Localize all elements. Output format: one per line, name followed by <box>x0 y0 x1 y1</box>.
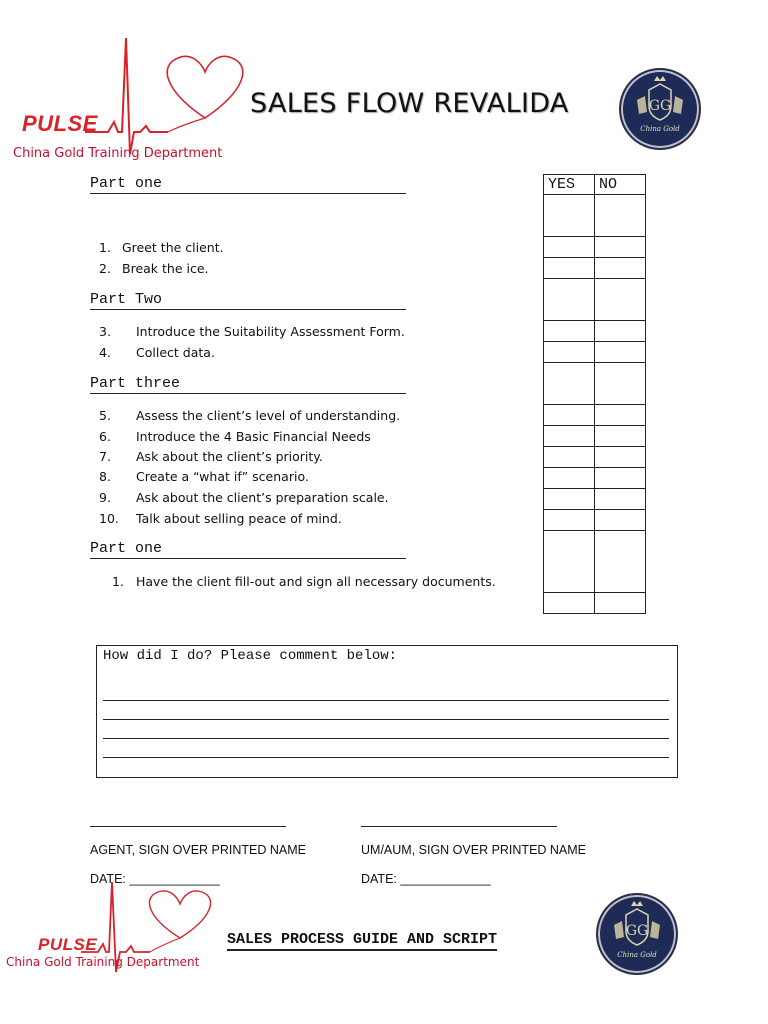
yes-cell[interactable] <box>544 321 595 342</box>
table-row <box>544 593 646 614</box>
no-cell[interactable] <box>595 321 646 342</box>
no-column-header: NO <box>595 175 646 195</box>
no-cell[interactable] <box>595 593 646 614</box>
agent-signature-line[interactable] <box>90 826 286 827</box>
um-signature-line[interactable] <box>361 826 557 827</box>
part-three-heading: Part three <box>90 375 406 394</box>
yes-cell[interactable] <box>544 531 595 593</box>
crest-icon <box>621 70 699 148</box>
comment-line[interactable] <box>103 757 669 758</box>
table-row <box>544 489 646 510</box>
part-two-heading: Part Two <box>90 291 406 310</box>
no-cell[interactable] <box>595 447 646 468</box>
yes-column-header: YES <box>544 175 595 195</box>
table-row <box>544 405 646 426</box>
china-gold-badge <box>596 893 678 975</box>
no-cell[interactable] <box>595 531 646 593</box>
comment-prompt: How did I do? Please comment below: <box>103 648 398 664</box>
no-cell[interactable] <box>595 237 646 258</box>
china-gold-badge <box>619 68 701 150</box>
yes-cell[interactable] <box>544 342 595 363</box>
table-row <box>544 321 646 342</box>
um-signature-label: UM/AUM, SIGN OVER PRINTED NAME <box>361 843 587 857</box>
no-cell[interactable] <box>595 426 646 447</box>
table-row <box>544 468 646 489</box>
yes-cell[interactable] <box>544 237 595 258</box>
table-header-row <box>544 175 646 195</box>
department-name: China Gold Training Department <box>6 955 200 969</box>
yes-cell[interactable] <box>544 258 595 279</box>
table-row <box>544 258 646 279</box>
yes-cell[interactable] <box>544 468 595 489</box>
agent-date-field[interactable]: DATE: _____________ <box>90 872 220 886</box>
agent-signature-label: AGENT, SIGN OVER PRINTED NAME <box>90 843 307 857</box>
no-cell[interactable] <box>595 510 646 531</box>
yes-cell[interactable] <box>544 279 595 321</box>
badge-label: China Gold <box>617 951 657 959</box>
yes-cell[interactable] <box>544 593 595 614</box>
comment-box[interactable] <box>96 645 678 778</box>
no-cell[interactable] <box>595 363 646 405</box>
yes-cell[interactable] <box>544 363 595 405</box>
table-row <box>544 279 646 321</box>
yes-cell[interactable] <box>544 405 595 426</box>
badge-label: China Gold <box>640 125 680 133</box>
no-cell[interactable] <box>595 405 646 426</box>
yes-cell[interactable] <box>544 195 595 237</box>
yes-cell[interactable] <box>544 510 595 531</box>
no-cell[interactable] <box>595 258 646 279</box>
table-row <box>544 510 646 531</box>
svg-text:GG: GG <box>625 923 649 939</box>
svg-text:GG: GG <box>648 98 672 114</box>
comment-line[interactable] <box>103 700 669 701</box>
um-date-field[interactable]: DATE: _____________ <box>361 872 491 886</box>
no-cell[interactable] <box>595 468 646 489</box>
comment-line[interactable] <box>103 719 669 720</box>
table-row <box>544 531 646 593</box>
yes-cell[interactable] <box>544 426 595 447</box>
crest-icon <box>598 895 676 973</box>
no-cell[interactable] <box>595 279 646 321</box>
table-row <box>544 447 646 468</box>
table-row <box>544 195 646 237</box>
comment-line[interactable] <box>103 738 669 739</box>
department-name: China Gold Training Department <box>13 146 223 161</box>
pulse-wordmark: PULSE <box>38 935 98 954</box>
yes-cell[interactable] <box>544 447 595 468</box>
table-row <box>544 363 646 405</box>
footer-title: SALES PROCESS GUIDE AND SCRIPT <box>227 931 497 951</box>
no-cell[interactable] <box>595 489 646 510</box>
no-cell[interactable] <box>595 195 646 237</box>
pulse-wordmark: PULSE <box>22 111 98 136</box>
table-row <box>544 237 646 258</box>
page-title: SALES FLOW REVALIDA <box>250 88 569 119</box>
yes-no-checklist-table <box>543 174 646 614</box>
yes-cell[interactable] <box>544 489 595 510</box>
part-one-final-heading: Part one <box>90 540 406 559</box>
part-one-heading: Part one <box>90 175 406 194</box>
table-row <box>544 426 646 447</box>
no-cell[interactable] <box>595 342 646 363</box>
table-row <box>544 342 646 363</box>
